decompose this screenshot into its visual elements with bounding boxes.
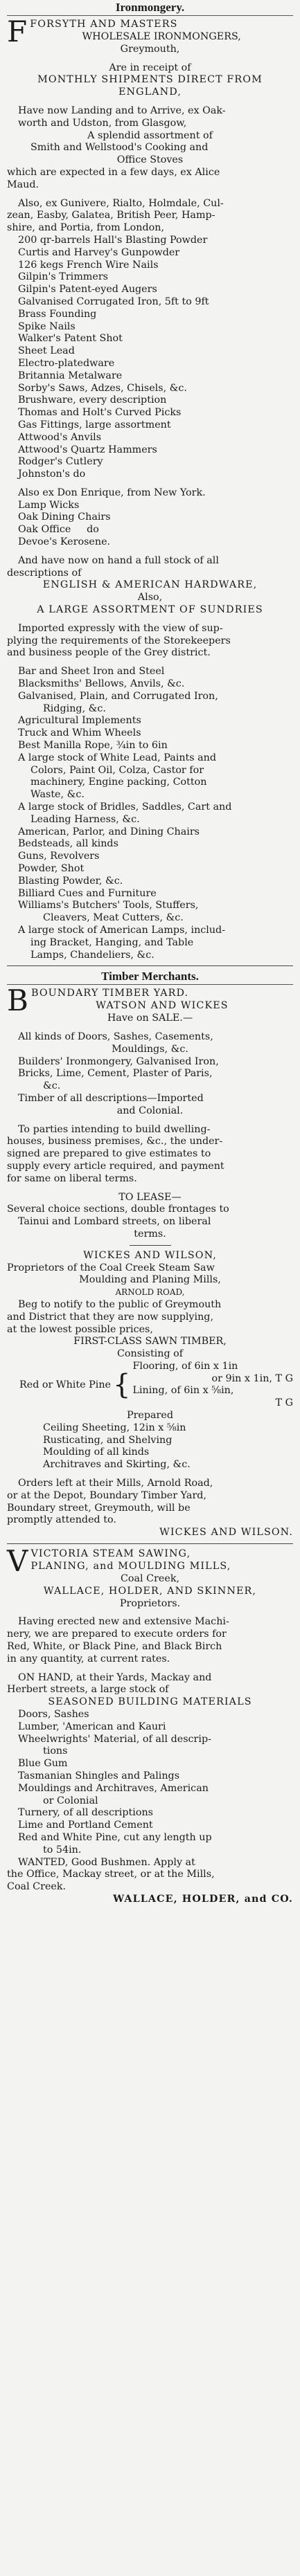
- ad-line: Office Stoves: [116, 154, 184, 166]
- divider: [130, 1245, 171, 1246]
- list-item: or 9in x 1in, T G: [211, 1372, 293, 1384]
- list-item: Lime and Portland Cement: [18, 1820, 153, 1831]
- list-item: Colors, Paint Oil, Colza, Castor for: [30, 764, 204, 776]
- ad-line: Proprietors of the Coal Creek Steam Saw: [7, 1262, 215, 1273]
- list-item: Red and White Pine, cut any length up: [18, 1831, 212, 1843]
- list-item: Turnery, of all descriptions: [18, 1807, 153, 1819]
- ad-line: Having erected new and extensive Machi-: [18, 1616, 229, 1628]
- list-item: Truck and Whim Wheels: [18, 727, 141, 739]
- ad-line: WICKES AND WILSON,: [83, 1249, 217, 1261]
- ad-line: WANTED, Good Bushmen. Apply at: [18, 1856, 195, 1868]
- list-item: Ceiling Sheeting, 12in x ⅝in: [43, 1422, 186, 1433]
- ad-line: Consisting of: [116, 1348, 184, 1360]
- list-item: Williams's Butchers' Tools, Stuffers,: [18, 900, 199, 911]
- list-item: Galvanised, Plain, and Corrugated Iron,: [18, 690, 218, 702]
- list-item: Leading Harness, &c.: [30, 813, 140, 825]
- ad-line: terms.: [134, 1228, 166, 1240]
- list-item: Lining, of 6in x ⅝in,: [132, 1385, 234, 1397]
- list-item: Tasmanian Shingles and Palings: [18, 1770, 180, 1781]
- list-item: Brushware, every description: [18, 394, 167, 406]
- ad-subtitle: PLANING, and MOULDING MILLS,: [30, 1560, 231, 1572]
- list-item: Moulding of all kinds: [43, 1446, 150, 1458]
- ad-line: Have on SALE.—: [107, 1013, 193, 1024]
- ad-line: Several choice sections, double frontages to: [7, 1204, 229, 1215]
- ad-line: supply every article required, and payment: [7, 1160, 224, 1172]
- ad-line: Herbert streets, a large stock of: [7, 1684, 169, 1696]
- list-item: Thomas and Holt's Curved Picks: [18, 407, 182, 419]
- list-item: Rusticating, and Shelving: [43, 1434, 173, 1446]
- list-item: Curtis and Harvey's Gunpowder: [18, 246, 180, 258]
- list-item: Lumber, 'American and Kauri: [18, 1721, 166, 1732]
- list-item: Ridging, &c.: [43, 702, 106, 714]
- list-item: Sorby's Saws, Adzes, Chisels, &c.: [18, 382, 187, 394]
- list-item: Bedsteads, all kinds: [18, 838, 118, 850]
- ad-line: Orders left at their Mills, Arnold Road,: [18, 1478, 213, 1489]
- ad-line: Proprietors.: [119, 1597, 181, 1609]
- ad-line: Red, White, or Black Pine, and Black Birch: [7, 1641, 222, 1653]
- list-item: Oak Office do: [18, 524, 99, 536]
- list-item: Wheelwrights' Material, of all descrip-: [18, 1733, 211, 1745]
- list-item: Lamps, Chandeliers, &c.: [30, 949, 155, 961]
- list-item: Spike Nails: [18, 320, 76, 332]
- list-item: Agricultural Implements: [18, 715, 141, 727]
- section-heading-ironmongery: Ironmongery.: [115, 1, 185, 14]
- ad-line: and Colonial.: [116, 1105, 184, 1116]
- ad-line: Imported expressly with the view of sup-: [18, 622, 223, 634]
- list-item: tions: [43, 1745, 68, 1757]
- heading-rule: [7, 15, 293, 16]
- list-item: Blue Gum: [18, 1758, 68, 1770]
- list-item: Bar and Sheet Iron and Steel: [18, 666, 165, 678]
- brace-glyph: {: [113, 1369, 131, 1402]
- ad-location: Greymouth,: [120, 43, 180, 55]
- ad-line: A splendid assortment of: [87, 129, 213, 141]
- list-item: Oak Dining Chairs: [18, 511, 111, 523]
- ad-line: Boundary street, Greymouth, will be: [7, 1502, 191, 1514]
- ad-line: WALLACE, HOLDER, AND SKINNER,: [43, 1585, 257, 1597]
- list-item: Attwood's Anvils: [18, 431, 102, 443]
- list-item: Blasting Powder, &c.: [18, 875, 123, 887]
- drop-cap-b: B: [7, 983, 29, 1018]
- ad-line: Have now Landing and to Arrive, ex Oak-: [18, 105, 226, 116]
- list-item: to 54in.: [43, 1844, 82, 1856]
- ad-line: houses, business premises, &c., the under-: [7, 1136, 223, 1148]
- ad-line: worth and Udston, from Glasgow,: [18, 117, 187, 129]
- list-item: Billiard Cues and Furniture: [18, 887, 157, 899]
- list-item: Rodger's Cutlery: [18, 456, 103, 468]
- ad-line: FIRST-CLASS SAWN TIMBER,: [73, 1336, 227, 1348]
- drop-cap-v: V: [7, 1544, 29, 1579]
- ad-line: Builders' Ironmongery, Galvanised Iron,: [18, 1055, 219, 1067]
- list-item: 200 qr-barrels Hall's Blasting Powder: [18, 234, 208, 246]
- ad-line: plying the requirements of the Storekeepers: [7, 635, 231, 646]
- list-item: Attwood's Quartz Hammers: [18, 444, 157, 455]
- list-item: American, Parlor, and Dining Chairs: [18, 826, 200, 837]
- list-item: ing Bracket, Hanging, and Table: [30, 936, 194, 948]
- ad-line: Also,: [137, 592, 163, 604]
- ad-signature: WICKES AND WILSON.: [159, 1527, 293, 1539]
- ad-line: Timber of all descriptions—Imported: [18, 1092, 204, 1104]
- list-item: Gilpin's Patent-eyed Augers: [18, 284, 157, 296]
- ad-subtitle: WHOLESALE IRONMONGERS,: [82, 30, 241, 42]
- list-item: Galvanised Corrugated Iron, 5ft to 9ft: [18, 296, 209, 307]
- ad-line: at the lowest possible prices,: [7, 1323, 153, 1335]
- list-item: Doors, Sashes: [18, 1709, 89, 1721]
- ad-line: descriptions of: [7, 567, 82, 579]
- heading-rule: [7, 984, 293, 985]
- ad-line: for same on liberal terms.: [7, 1172, 137, 1184]
- list-item: Devoe's Kerosene.: [18, 536, 111, 548]
- ad-line: in any quantity, at current rates.: [7, 1653, 170, 1665]
- list-item: Lamp Wicks: [18, 499, 80, 511]
- advertisements-column: [7, 0, 293, 1906]
- ad-line: Maud.: [7, 179, 39, 190]
- list-item: machinery, Engine packing, Cotton: [30, 777, 207, 788]
- ad-line: SEASONED BUILDING MATERIALS: [48, 1696, 252, 1708]
- list-item: A large stock of American Lamps, includ-: [18, 924, 226, 936]
- list-item: Cleavers, Meat Cutters, &c.: [43, 912, 184, 924]
- list-item: Mouldings and Architraves, American: [18, 1782, 209, 1794]
- ad-line: A LARGE ASSORTMENT OF SUNDRIES: [37, 604, 263, 616]
- section-heading-timber: Timber Merchants.: [101, 970, 199, 983]
- ad-line: Prepared: [126, 1410, 174, 1422]
- ad-line: Also ex Don Enrique, from New York.: [18, 487, 206, 498]
- ad-line: Moulding and Planing Mills,: [79, 1274, 221, 1286]
- ad-line: Beg to notify to the public of Greymouth: [18, 1298, 222, 1310]
- ad-title: BBOUNDARY TIMBER YARD.: [7, 983, 189, 1018]
- ad-line: the Office, Mackay street, or at the Mills,: [7, 1869, 215, 1880]
- list-item: Sheet Lead: [18, 345, 75, 357]
- ad-line: To parties intending to build dwelling-: [18, 1123, 211, 1135]
- ad-boundary-timber-yard: [7, 983, 293, 1539]
- list-item: Flooring, of 6in x 1in: [132, 1360, 238, 1372]
- ad-line: Coal Creek,: [120, 1573, 180, 1585]
- ad-line: signed are prepared to give estimates to: [7, 1148, 211, 1160]
- list-item: Powder, Shot: [18, 863, 85, 874]
- ad-line: All kinds of Doors, Sashes, Casements,: [18, 1031, 213, 1042]
- ad-line: Mouldings, &c.: [112, 1043, 188, 1055]
- list-item: 126 kegs French Wire Nails: [18, 259, 159, 271]
- divider: [7, 965, 293, 966]
- list-item: Gas Fittings, large assortment: [18, 419, 171, 430]
- ad-line: MONTHLY SHIPMENTS DIRECT FROM: [37, 74, 263, 86]
- ad-line: TO LEASE—: [118, 1191, 182, 1203]
- ad-line: Tainui and Lombard streets, on liberal: [18, 1216, 211, 1228]
- ad-line: Also, ex Gunivere, Rialto, Holmdale, Cul-: [18, 197, 224, 209]
- ad-line: And have now on hand a full stock of all: [18, 554, 219, 566]
- list-item: or Colonial: [43, 1795, 98, 1806]
- ad-title: VVICTORIA STEAM SAWING,: [7, 1544, 191, 1579]
- list-item: Blacksmiths' Bellows, Anvils, &c.: [18, 678, 185, 690]
- ad-line: or at the Depot, Boundary Timber Yard,: [7, 1489, 206, 1501]
- list-item: A large stock of Bridles, Saddles, Cart and: [18, 801, 232, 813]
- list-item: T G: [275, 1397, 293, 1409]
- list-item: Brass Founding: [18, 308, 97, 320]
- ad-line: Smith and Wellstood's Cooking and: [30, 142, 209, 154]
- list-item: Electro-platedware: [18, 357, 115, 369]
- ad-signature: WALLACE, HOLDER, and CO.: [113, 1893, 293, 1905]
- ad-line: and District that they are now supplying,: [7, 1311, 213, 1323]
- ad-line: nery, we are prepared to execute orders for: [7, 1629, 227, 1640]
- list-item: Johnston's do: [18, 469, 86, 480]
- ad-line: Coal Creek.: [7, 1881, 67, 1893]
- list-item: Best Manilla Rope, ¾in to 6in: [18, 740, 168, 752]
- ad-line: Are in receipt of: [109, 62, 191, 73]
- ad-line: ON HAND, at their Yards, Mackay and: [18, 1671, 212, 1683]
- ad-subtitle: WATSON AND WICKES: [96, 999, 229, 1011]
- ad-line: Bricks, Lime, Cement, Plaster of Paris,: [18, 1068, 213, 1080]
- ad-line: &c.: [43, 1080, 61, 1092]
- timber-brace-group: [7, 1361, 293, 1410]
- ad-line: Red or White Pine: [19, 1379, 111, 1390]
- ad-line: shire, and Portia, from London,: [7, 222, 164, 234]
- ad-forsyth-masters: [7, 14, 293, 962]
- ad-title: FFORSYTH AND MASTERS: [7, 14, 178, 48]
- list-item: Architraves and Skirting, &c.: [43, 1459, 191, 1471]
- ad-line: ENGLAND,: [118, 87, 182, 98]
- ad-line: ENGLISH & AMERICAN HARDWARE,: [42, 579, 258, 591]
- ad-line: promptly attended to.: [7, 1514, 116, 1526]
- ad-victoria-steam-sawing: [7, 1544, 293, 1906]
- list-item: Guns, Revolvers: [18, 851, 100, 862]
- ad-line: zean, Easby, Galatea, British Peer, Hamp-: [7, 210, 215, 221]
- ad-line: which are expected in a few days, ex Alice: [7, 166, 220, 178]
- ad-line: and business people of the Grey district.: [7, 647, 211, 659]
- drop-cap-f: F: [7, 14, 28, 48]
- list-item: A large stock of White Lead, Paints and: [18, 752, 217, 763]
- list-item: Walker's Patent Shot: [18, 333, 123, 345]
- list-item: Waste, &c.: [30, 789, 85, 801]
- list-item: Gilpin's Trimmers: [18, 271, 108, 283]
- list-item: Britannia Metalware: [18, 370, 123, 381]
- ad-line: ARNOLD ROAD,: [115, 1287, 185, 1298]
- divider: [7, 1543, 293, 1544]
